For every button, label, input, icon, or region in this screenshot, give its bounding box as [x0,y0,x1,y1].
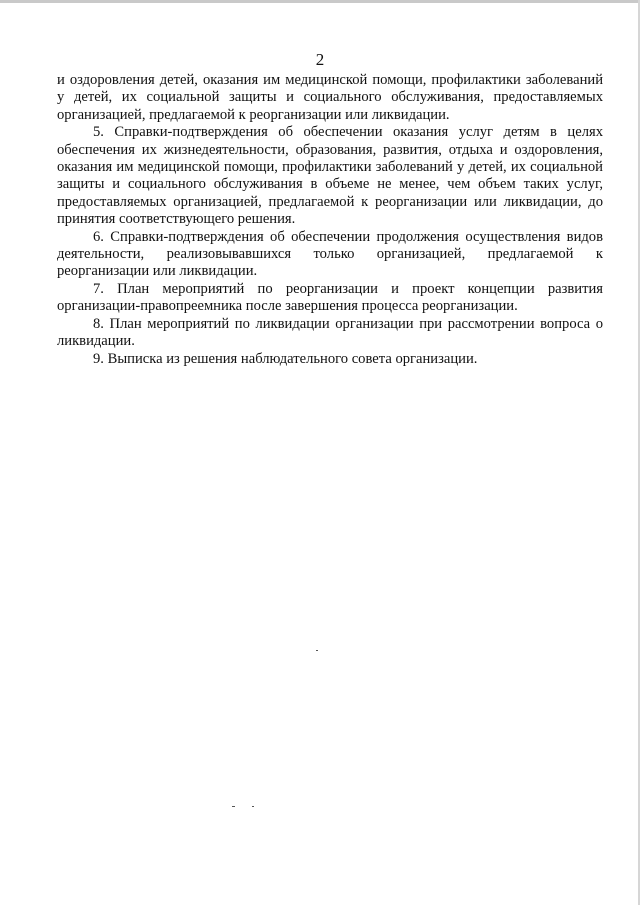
list-item-8: 8. План мероприятий по ликвидации организации при рассмотрении вопроса о ликвидации. [57,315,603,350]
list-item-9: 9. Выписка из решения наблюдательного совета организации. [93,350,478,367]
scan-speck [252,806,254,807]
list-item-5: 5. Справки-подтверждения об обеспечении оказания услуг детям в целях обеспечения их жизнедеятельности, образования, развития, отдыха и оздоровления, оказания им медицинской помощи, профилактики заболеваний у детей, их социальной защиты и социального обслуживания в объеме не менее, чем объем таких услуг, предоставляемых организацией, предлагаемой к реорганизации или ликвидации, до принятия соответствующего решения. [57,124,603,228]
page-number: 2 [315,50,325,69]
list-item-7: 7. План мероприятий по реорганизации и проект концепции развития организации-правопреемника после завершения процесса реорганизации. [57,280,603,315]
list-item-6: 6. Справки-подтверждения об обеспечении продолжения осуществления видов деятельности, реализовывавшихся только организацией, предлагаемой к реорганизации или ликвидации. [57,228,603,280]
scan-speck [232,806,235,807]
scan-edge-top [0,0,640,3]
document-body [57,72,603,368]
scan-speck [316,650,318,651]
paragraph-continuation: и оздоровления детей, оказания им медицинской помощи, профилактики заболеваний у детей, их социальной защиты и социального обслуживания, предоставляемых организацией, предлагаемой к реорганизации или ликвидации. [57,72,603,123]
